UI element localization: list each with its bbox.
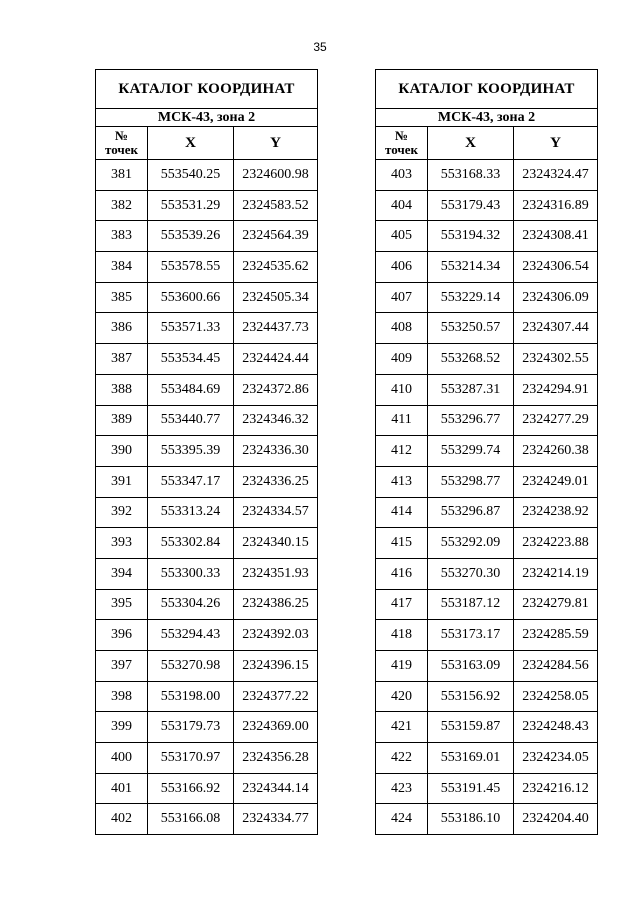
point-number-cell: 417	[376, 589, 428, 620]
table-row	[96, 743, 318, 774]
x-coordinate-cell: 553166.08	[148, 804, 234, 835]
table-row	[376, 804, 598, 835]
y-coordinate-cell: 2324377.22	[234, 681, 318, 712]
table-row	[96, 681, 318, 712]
y-coordinate-cell: 2324392.03	[234, 620, 318, 651]
table-row	[376, 743, 598, 774]
table-row	[376, 773, 598, 804]
y-coordinate-cell: 2324372.86	[234, 374, 318, 405]
coordinate-system-label: МСК-43, зона 2	[376, 109, 598, 127]
table-row	[96, 804, 318, 835]
points-label: точек	[105, 142, 138, 157]
y-coordinate-cell: 2324424.44	[234, 344, 318, 375]
point-number-cell: 382	[96, 190, 148, 221]
y-coordinate-cell: 2324294.91	[514, 374, 598, 405]
point-number-cell: 387	[96, 344, 148, 375]
number-sign: №	[114, 128, 129, 143]
column-header-x: X	[148, 127, 234, 160]
y-coordinate-cell: 2324396.15	[234, 651, 318, 682]
table-row	[96, 558, 318, 589]
y-coordinate-cell: 2324223.88	[514, 528, 598, 559]
point-number-cell: 392	[96, 497, 148, 528]
y-coordinate-cell: 2324277.29	[514, 405, 598, 436]
column-header-x: X	[428, 127, 514, 160]
point-number-cell: 419	[376, 651, 428, 682]
y-coordinate-cell: 2324248.43	[514, 712, 598, 743]
table-row	[96, 374, 318, 405]
table-row	[376, 528, 598, 559]
coordinate-catalog-table-left	[95, 69, 318, 835]
table-row	[376, 681, 598, 712]
y-coordinate-cell: 2324369.00	[234, 712, 318, 743]
column-header-point-number	[96, 127, 148, 160]
x-coordinate-cell: 553395.39	[148, 436, 234, 467]
y-coordinate-cell: 2324214.19	[514, 558, 598, 589]
y-coordinate-cell: 2324505.34	[234, 282, 318, 313]
point-number-cell: 383	[96, 221, 148, 252]
point-number-cell: 406	[376, 252, 428, 283]
point-number-cell: 396	[96, 620, 148, 651]
y-coordinate-cell: 2324249.01	[514, 466, 598, 497]
x-coordinate-cell: 553298.77	[428, 466, 514, 497]
table-row	[96, 528, 318, 559]
x-coordinate-cell: 553304.26	[148, 589, 234, 620]
y-coordinate-cell: 2324306.54	[514, 252, 598, 283]
point-number-cell: 404	[376, 190, 428, 221]
point-number-cell: 413	[376, 466, 428, 497]
y-coordinate-cell: 2324204.40	[514, 804, 598, 835]
x-coordinate-cell: 553170.97	[148, 743, 234, 774]
x-coordinate-cell: 553578.55	[148, 252, 234, 283]
coordinate-catalog-table-right	[375, 69, 598, 835]
y-coordinate-cell: 2324234.05	[514, 743, 598, 774]
y-coordinate-cell: 2324600.98	[234, 160, 318, 191]
table-row	[96, 651, 318, 682]
table-row	[96, 313, 318, 344]
x-coordinate-cell: 553173.17	[428, 620, 514, 651]
y-coordinate-cell: 2324285.59	[514, 620, 598, 651]
point-number-cell: 402	[96, 804, 148, 835]
table-row	[96, 221, 318, 252]
y-coordinate-cell: 2324583.52	[234, 190, 318, 221]
table-row	[96, 344, 318, 375]
x-coordinate-cell: 553214.34	[428, 252, 514, 283]
y-coordinate-cell: 2324306.09	[514, 282, 598, 313]
point-number-cell: 381	[96, 160, 148, 191]
table-row	[376, 313, 598, 344]
table-row	[96, 620, 318, 651]
point-number-cell: 420	[376, 681, 428, 712]
point-number-cell: 408	[376, 313, 428, 344]
table-row	[96, 436, 318, 467]
x-coordinate-cell: 553270.98	[148, 651, 234, 682]
table-row	[376, 282, 598, 313]
points-label: точек	[385, 142, 418, 157]
x-coordinate-cell: 553166.92	[148, 773, 234, 804]
y-coordinate-cell: 2324284.56	[514, 651, 598, 682]
x-coordinate-cell: 553187.12	[428, 589, 514, 620]
x-coordinate-cell: 553294.43	[148, 620, 234, 651]
table-row	[376, 558, 598, 589]
x-coordinate-cell: 553484.69	[148, 374, 234, 405]
x-coordinate-cell: 553287.31	[428, 374, 514, 405]
y-coordinate-cell: 2324356.28	[234, 743, 318, 774]
y-coordinate-cell: 2324386.25	[234, 589, 318, 620]
table-row	[376, 589, 598, 620]
x-coordinate-cell: 553299.74	[428, 436, 514, 467]
point-number-cell: 393	[96, 528, 148, 559]
point-number-cell: 412	[376, 436, 428, 467]
point-number-cell: 409	[376, 344, 428, 375]
point-number-cell: 418	[376, 620, 428, 651]
coordinate-system-label: МСК-43, зона 2	[96, 109, 318, 127]
point-number-cell: 407	[376, 282, 428, 313]
x-coordinate-cell: 553539.26	[148, 221, 234, 252]
y-coordinate-cell: 2324307.44	[514, 313, 598, 344]
y-coordinate-cell: 2324437.73	[234, 313, 318, 344]
y-coordinate-cell: 2324258.05	[514, 681, 598, 712]
table-row	[96, 190, 318, 221]
y-coordinate-cell: 2324334.57	[234, 497, 318, 528]
point-number-cell: 385	[96, 282, 148, 313]
x-coordinate-cell: 553159.87	[428, 712, 514, 743]
x-coordinate-cell: 553292.09	[428, 528, 514, 559]
point-number-cell: 391	[96, 466, 148, 497]
point-number-cell: 414	[376, 497, 428, 528]
point-number-cell: 410	[376, 374, 428, 405]
point-number-cell: 398	[96, 681, 148, 712]
table-row	[376, 405, 598, 436]
table-row	[376, 466, 598, 497]
table-row	[376, 344, 598, 375]
x-coordinate-cell: 553268.52	[428, 344, 514, 375]
y-coordinate-cell: 2324260.38	[514, 436, 598, 467]
y-coordinate-cell: 2324238.92	[514, 497, 598, 528]
table-row	[96, 405, 318, 436]
table-row	[376, 436, 598, 467]
x-coordinate-cell: 553600.66	[148, 282, 234, 313]
point-number-cell: 399	[96, 712, 148, 743]
catalog-title: КАТАЛОГ КООРДИНАТ	[376, 70, 598, 109]
point-number-cell: 416	[376, 558, 428, 589]
table-row	[376, 712, 598, 743]
x-coordinate-cell: 553163.09	[428, 651, 514, 682]
x-coordinate-cell: 553347.17	[148, 466, 234, 497]
y-coordinate-cell: 2324316.89	[514, 190, 598, 221]
table-row	[376, 190, 598, 221]
x-coordinate-cell: 553168.33	[428, 160, 514, 191]
x-coordinate-cell: 553179.43	[428, 190, 514, 221]
point-number-cell: 395	[96, 589, 148, 620]
x-coordinate-cell: 553300.33	[148, 558, 234, 589]
x-coordinate-cell: 553191.45	[428, 773, 514, 804]
point-number-cell: 397	[96, 651, 148, 682]
y-coordinate-cell: 2324346.32	[234, 405, 318, 436]
table-row	[96, 282, 318, 313]
number-sign: №	[394, 128, 409, 143]
y-coordinate-cell: 2324351.93	[234, 558, 318, 589]
point-number-cell: 389	[96, 405, 148, 436]
point-number-cell: 388	[96, 374, 148, 405]
x-coordinate-cell: 553540.25	[148, 160, 234, 191]
y-coordinate-cell: 2324334.77	[234, 804, 318, 835]
point-number-cell: 424	[376, 804, 428, 835]
table-row	[376, 221, 598, 252]
table-row	[96, 466, 318, 497]
y-coordinate-cell: 2324336.25	[234, 466, 318, 497]
point-number-cell: 422	[376, 743, 428, 774]
x-coordinate-cell: 553313.24	[148, 497, 234, 528]
point-number-cell: 405	[376, 221, 428, 252]
y-coordinate-cell: 2324302.55	[514, 344, 598, 375]
column-header-point-number	[376, 127, 428, 160]
x-coordinate-cell: 553156.92	[428, 681, 514, 712]
x-coordinate-cell: 553302.84	[148, 528, 234, 559]
y-coordinate-cell: 2324535.62	[234, 252, 318, 283]
y-coordinate-cell: 2324279.81	[514, 589, 598, 620]
x-coordinate-cell: 553296.87	[428, 497, 514, 528]
point-number-cell: 384	[96, 252, 148, 283]
x-coordinate-cell: 553179.73	[148, 712, 234, 743]
x-coordinate-cell: 553250.57	[428, 313, 514, 344]
column-header-y: Y	[514, 127, 598, 160]
y-coordinate-cell: 2324216.12	[514, 773, 598, 804]
point-number-cell: 411	[376, 405, 428, 436]
y-coordinate-cell: 2324344.14	[234, 773, 318, 804]
point-number-cell: 415	[376, 528, 428, 559]
table-row	[376, 620, 598, 651]
point-number-cell: 401	[96, 773, 148, 804]
y-coordinate-cell: 2324340.15	[234, 528, 318, 559]
table-row	[96, 160, 318, 191]
table-row	[376, 252, 598, 283]
table-row	[376, 160, 598, 191]
point-number-cell: 403	[376, 160, 428, 191]
point-number-cell: 394	[96, 558, 148, 589]
table-row	[96, 589, 318, 620]
table-row	[376, 374, 598, 405]
table-row	[376, 497, 598, 528]
table-row	[96, 773, 318, 804]
x-coordinate-cell: 553169.01	[428, 743, 514, 774]
x-coordinate-cell: 553229.14	[428, 282, 514, 313]
table-row	[376, 651, 598, 682]
page-number: 35	[313, 40, 327, 54]
table-row	[96, 252, 318, 283]
x-coordinate-cell: 553571.33	[148, 313, 234, 344]
x-coordinate-cell: 553534.45	[148, 344, 234, 375]
point-number-cell: 386	[96, 313, 148, 344]
point-number-cell: 390	[96, 436, 148, 467]
y-coordinate-cell: 2324564.39	[234, 221, 318, 252]
y-coordinate-cell: 2324308.41	[514, 221, 598, 252]
point-number-cell: 421	[376, 712, 428, 743]
y-coordinate-cell: 2324336.30	[234, 436, 318, 467]
y-coordinate-cell: 2324324.47	[514, 160, 598, 191]
point-number-cell: 423	[376, 773, 428, 804]
table-row	[96, 712, 318, 743]
point-number-cell: 400	[96, 743, 148, 774]
x-coordinate-cell: 553296.77	[428, 405, 514, 436]
x-coordinate-cell: 553198.00	[148, 681, 234, 712]
x-coordinate-cell: 553194.32	[428, 221, 514, 252]
x-coordinate-cell: 553440.77	[148, 405, 234, 436]
column-header-y: Y	[234, 127, 318, 160]
x-coordinate-cell: 553270.30	[428, 558, 514, 589]
catalog-title: КАТАЛОГ КООРДИНАТ	[96, 70, 318, 109]
x-coordinate-cell: 553531.29	[148, 190, 234, 221]
table-row	[96, 497, 318, 528]
x-coordinate-cell: 553186.10	[428, 804, 514, 835]
